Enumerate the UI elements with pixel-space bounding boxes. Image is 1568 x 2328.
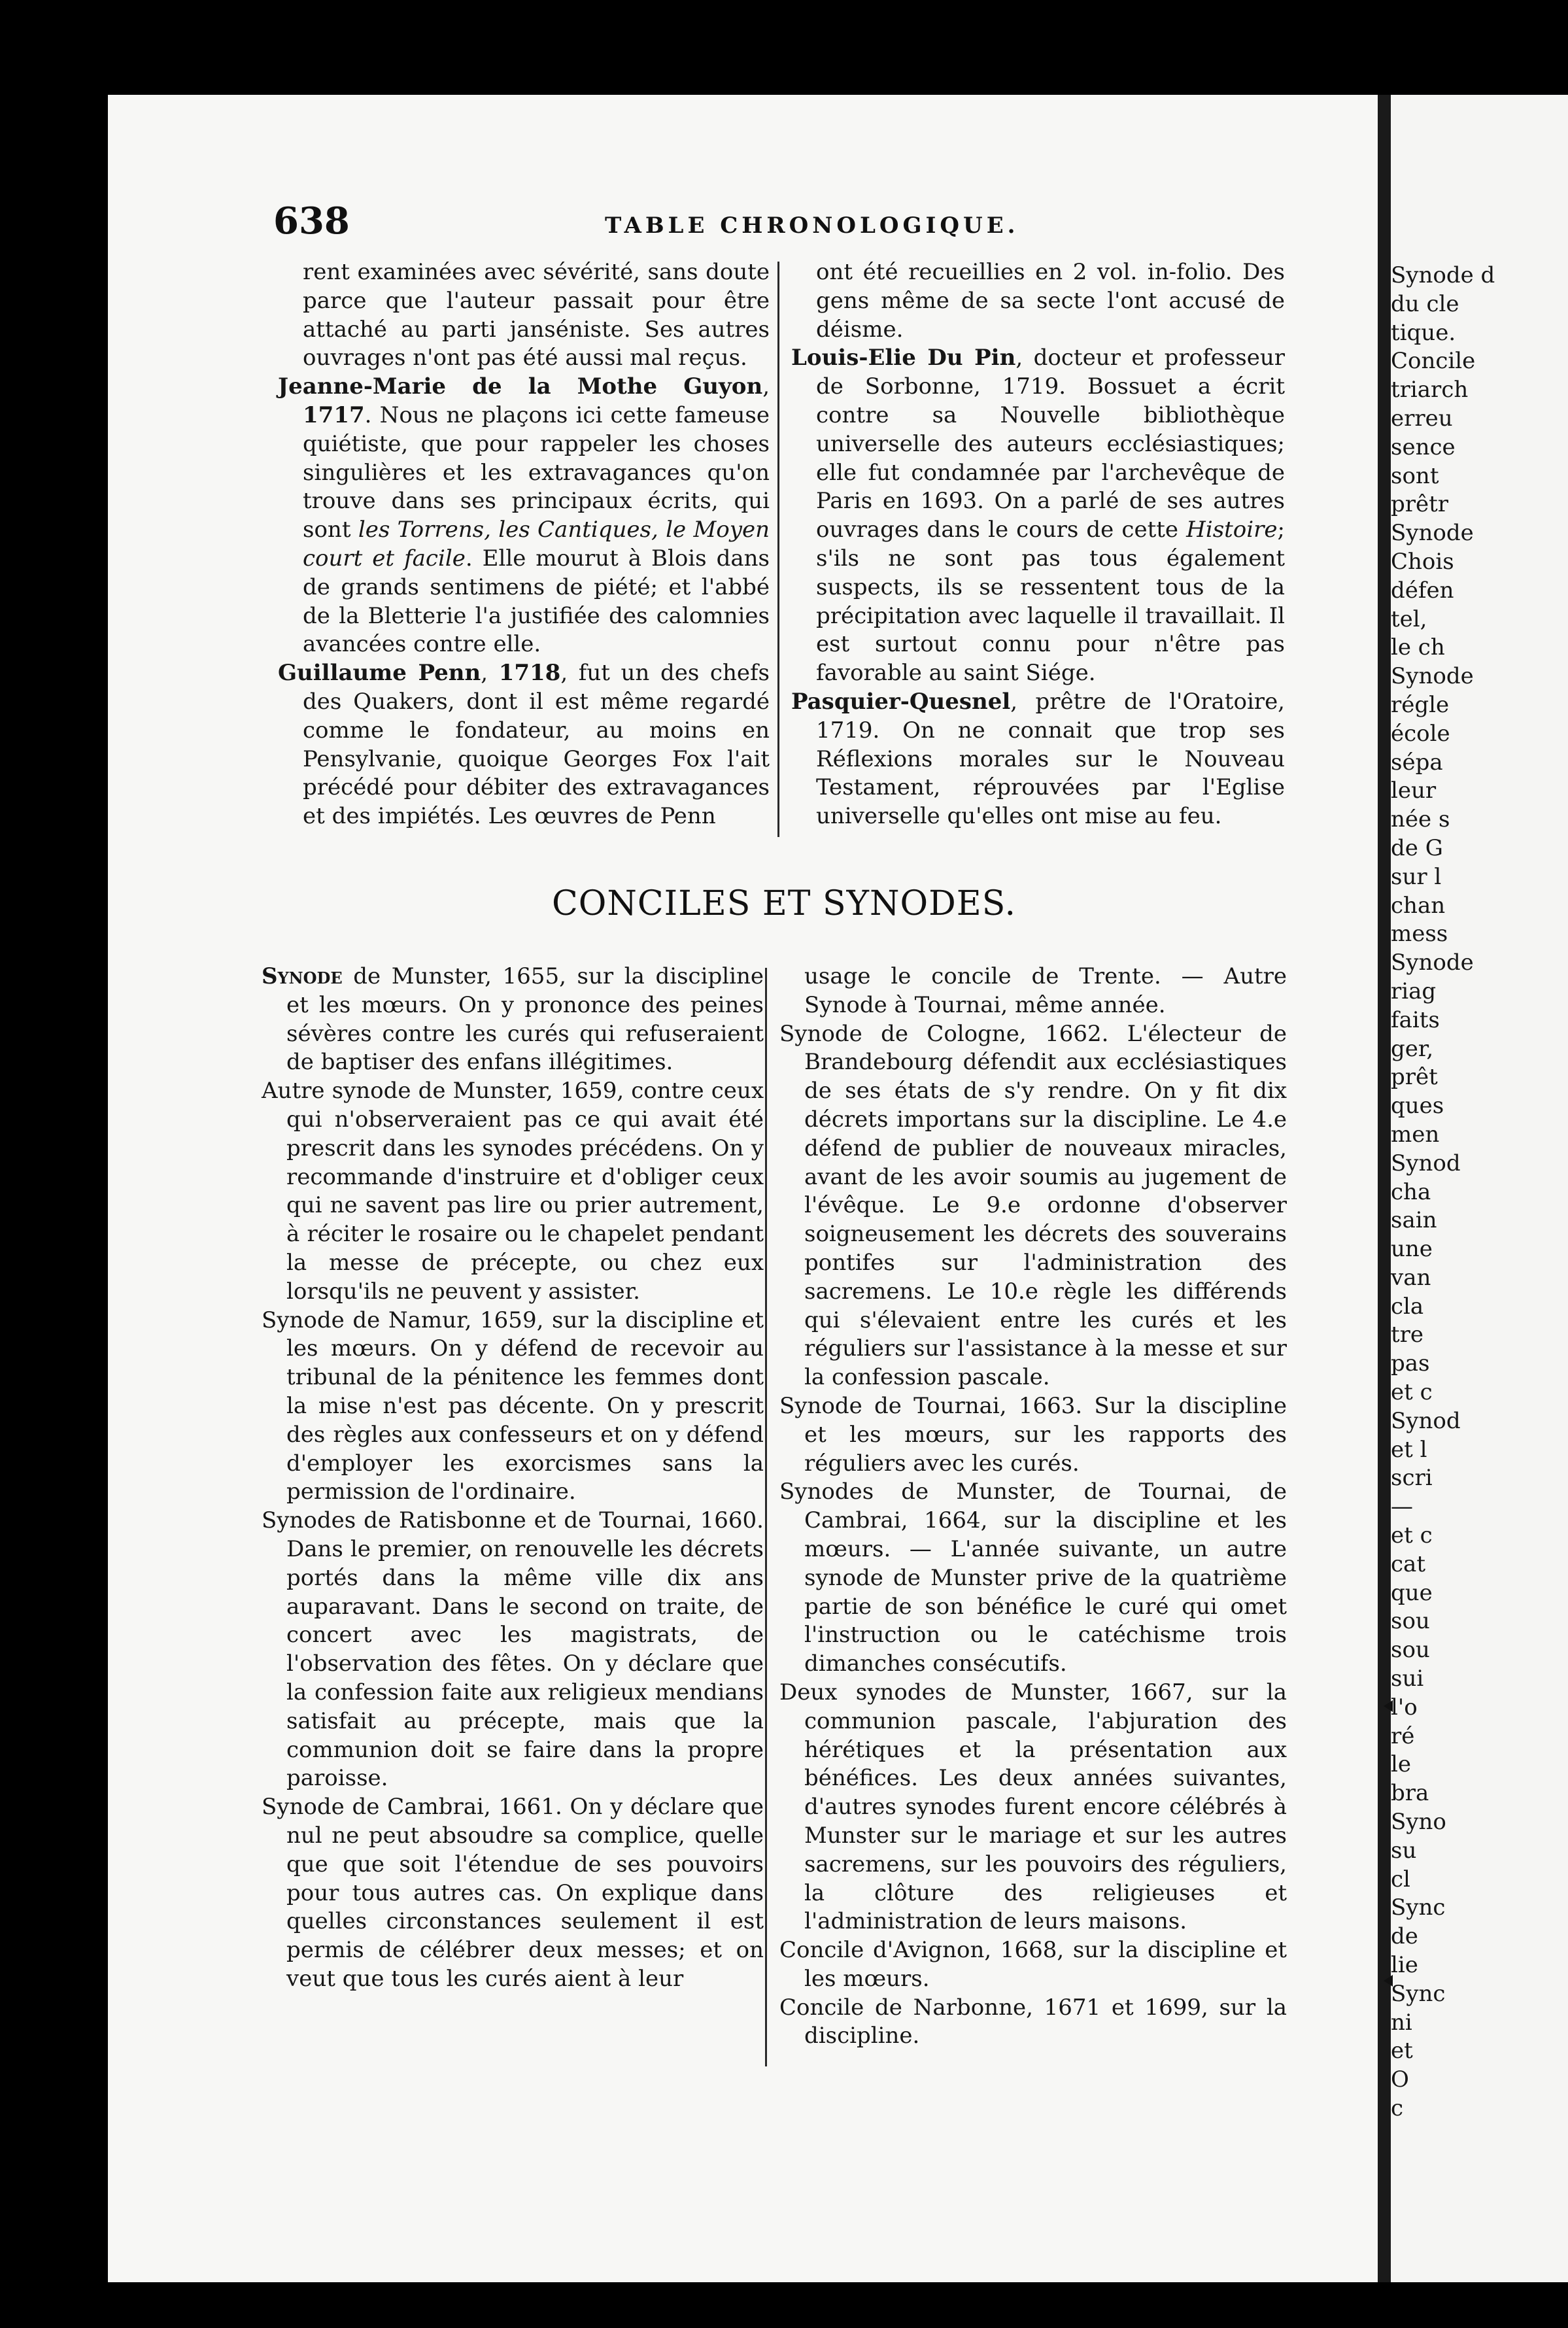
- facing-page-line: Syno: [1391, 1809, 1446, 1836]
- facing-page-line: de G: [1391, 834, 1443, 861]
- facing-page-line: faits: [1391, 1006, 1440, 1033]
- facing-page-line: l'o: [1391, 1694, 1418, 1720]
- facing-page-line: su: [1391, 1837, 1417, 1864]
- margin-arrow-icon: [1384, 1700, 1393, 1712]
- facing-page-line: chan: [1391, 892, 1446, 919]
- facing-page-line: scri: [1391, 1465, 1433, 1492]
- entry-synode-cologne: Synode de Cologne, 1662. L'électeur de Brandebourg défendit aux ecclésiastiques de ses états de s'y rendre. On y fit dix décrets importans sur la discipline. Le 4.e défend de publier de nouveaux miracles, avant de les avoir soumis au jugement de l'évêque. Le 9.e ordonne d'observer soigneusement les décrets des souverains pontifes sur l'administration des sacremens. Le 10.e règle les différends qui s'élevaient entre les curés et les réguliers sur l'assistance à la messe et sur la confession pascale.: [779, 1020, 1287, 1391]
- entry-continuation: rent examinées avec sévérité, sans doute parce que l'auteur passait pour être attaché au parti janséniste. Ses autres ouvrages n'ont pas été aussi mal reçus.: [303, 259, 770, 371]
- facing-page-line: sont: [1391, 462, 1439, 489]
- facing-page-line: du cle: [1391, 290, 1459, 317]
- facing-page-line: sépa: [1391, 749, 1443, 776]
- facing-page-line: Synode: [1391, 950, 1474, 976]
- entry-continuation: usage le concile de Trente. — Autre Synode à Tournai, même année.: [804, 963, 1287, 1018]
- facing-page-line: sur l: [1391, 863, 1442, 890]
- facing-page-line: pas: [1391, 1350, 1430, 1377]
- facing-page-line: O: [1391, 2066, 1409, 2093]
- top-column-rule: [777, 262, 779, 837]
- facing-page-line: Synod: [1391, 1150, 1461, 1176]
- facing-page-line: Synod: [1391, 1407, 1461, 1434]
- entry-du-pin: Louis-Elie Du Pin, docteur et professeur de Sorbonne, 1719. Bossuet a écrit contre sa Nouvelle bibliothèque universelle des auteurs ecclésiastiques; elle fut condamnée par l'archevêque de Paris en 1693. On a parlé de ses autres ouvrages dans le cours de cette Histoire; s'ils ne sont pas tous également suspects, ils se ressentent tous de la précipitation avec laquelle il travaillait. Il est surtout connu pour n'être pas favorable au saint Siége.: [791, 345, 1285, 687]
- bottom-left-column: [262, 963, 764, 1994]
- facing-page-line: le: [1391, 1751, 1411, 1778]
- facing-page-line: une: [1391, 1236, 1433, 1263]
- facing-page-line: ré: [1391, 1722, 1415, 1749]
- facing-page-line: prêtr: [1391, 491, 1449, 518]
- facing-page-line: men: [1391, 1121, 1440, 1148]
- facing-page-line: Synode d: [1391, 262, 1495, 288]
- facing-page-line: —: [1391, 1494, 1413, 1520]
- facing-page-line: tre: [1391, 1322, 1424, 1348]
- entry-synodes-ratisbonne: Synodes de Ratisbonne et de Tournai, 1660. Dans le premier, on renouvelle les décrets portés dans la même ville dix ans auparavant. Dans le second on traite, de concert avec les magistrats, de l'observation des fêtes. On y déclare que la confession faite aux religieux mendians satisfait au précepte, mais que la communion doit se faire dans la propre paroisse.: [262, 1507, 764, 1792]
- margin-arrow-icon: [1384, 1975, 1393, 1987]
- entry-name: Guillaume Penn: [278, 660, 481, 687]
- facing-page-line: et c: [1391, 1522, 1433, 1549]
- entry-synode-munster-1659: Autre synode de Munster, 1659, contre ceux qui n'observeraient pas ce qui avait été prescrit dans les synodes précédens. On y recommande d'instruire et d'obliger ceux qui ne savent pas lire ou prier autrement, à réciter le rosaire ou le chapelet pendant la messe de précepte, ou chez eux lorsqu'ils ne peuvent y assister.: [262, 1078, 764, 1305]
- entry-synode-cambrai: Synode de Cambrai, 1661. On y déclare que nul ne peut absoudre sa complice, quelle que que soit l'étendue de ses pouvoirs pour tous autres cas. On explique dans quelles circonstances seulement il est permis de célébrer deux messes; et on veut que tous les curés aient à leur: [262, 1794, 764, 1992]
- top-left-column: [278, 258, 770, 831]
- entry-synode-namur: Synode de Namur, 1659, sur la discipline et les mœurs. On y défend de recevoir au tribunal de la pénitence les femmes dont la mise n'est pas décente. On y prescrit des règles aux confesseurs et on y défend d'employer les exorcismes sans la permission de l'ordinaire.: [262, 1307, 764, 1505]
- facing-page-line: leur: [1391, 778, 1437, 804]
- facing-page-line: Synode: [1391, 520, 1474, 547]
- facing-page-line: tel,: [1391, 606, 1427, 632]
- facing-page-line: Synode: [1391, 663, 1474, 690]
- entry-synodes-1664: Synodes de Munster, de Tournai, de Cambrai, 1664, sur la discipline et les mœurs. — L'année suivante, un autre synode de Munster prive de la quatrième partie de son bénéfice le curé qui omet l'instruction ou le catéchisme trois dimanches consécutifs.: [779, 1479, 1287, 1677]
- entry-quesnel: Pasquier-Quesnel, prêtre de l'Oratoire, 1719. On ne connait que trop ses Réflexions morales sur le Nouveau Testament, réprouvées par l'Eglise universelle qu'elles ont mise au feu.: [791, 688, 1285, 830]
- bottom-column-rule: [765, 968, 767, 2066]
- facing-page-line: née s: [1391, 806, 1450, 833]
- facing-page-line: école: [1391, 720, 1450, 747]
- entry-name: Jeanne-Marie de la Mothe Guyon: [278, 373, 763, 400]
- facing-page-line: Sync: [1391, 1980, 1446, 2007]
- facing-page-line: mess: [1391, 921, 1448, 948]
- entry-concile-avignon: Concile d'Avignon, 1668, sur la discipline et les mœurs.: [779, 1937, 1287, 1992]
- facing-page-line: et l: [1391, 1436, 1427, 1463]
- facing-page-line: bra: [1391, 1780, 1429, 1807]
- facing-page-line: et c: [1391, 1379, 1433, 1406]
- entry-deux-synodes: Deux synodes de Munster, 1667, sur la communion pascale, l'abjuration des hérétiques et la présentation aux bénéfices. Les deux années suivantes, d'autres synodes furent encore célébrés à Munster sur le mariage et sur les autres sacremens, sur les pouvoirs des réguliers, la clôture des religieuses et l'administration de leurs maisons.: [779, 1679, 1287, 1935]
- book-gutter: [1378, 95, 1391, 2282]
- facing-page-line: sain: [1391, 1207, 1437, 1234]
- entry-penn: Guillaume Penn, 1718, fut un des chefs des Quakers, dont il est même regardé comme le fondateur, au moins en Pensylvanie, quoique Georges Fox l'ait précédé pour débiter des extravagances et des impiétés. Les œuvres de Penn: [278, 660, 770, 830]
- facing-page-line: sou: [1391, 1608, 1430, 1635]
- entry-name: Pasquier-Quesnel: [791, 688, 1011, 715]
- entry-name: Louis-Elie Du Pin: [791, 345, 1016, 371]
- entry-guyon: Jeanne-Marie de la Mothe Guyon, 1717. Nous ne plaçons ici cette fameuse quiétiste, que pour rappeler les choses singulières et les extravagances qu'on trouve dans ses principaux écrits, qui sont les Torrens, les Cantiques, le Moyen court et facile. Elle mourut à Blois dans de grands sentimens de piété; et l'abbé de la Bletterie l'a justifiée des calomnies avancées contre elle.: [278, 373, 770, 658]
- facing-page-line: triarch: [1391, 377, 1469, 403]
- facing-page-line: lie: [1391, 1952, 1418, 1979]
- facing-page-line: Sync: [1391, 1894, 1446, 1921]
- facing-page-line: ger,: [1391, 1035, 1434, 1062]
- entry-continuation: ont été recueillies en 2 vol. in-folio. Des gens même de sa secte l'ont accusé de déisme.: [816, 259, 1285, 343]
- entry-concile-narbonne: Concile de Narbonne, 1671 et 1699, sur la discipline.: [779, 1994, 1287, 2049]
- facing-page-line: défen: [1391, 577, 1454, 604]
- section-title: CONCILES ET SYNODES.: [551, 884, 1017, 923]
- facing-page-line: ques: [1391, 1093, 1444, 1120]
- facing-page-line: que: [1391, 1579, 1433, 1606]
- running-title: TABLE CHRONOLOGIQUE.: [605, 213, 1019, 239]
- facing-page-line: van: [1391, 1264, 1431, 1291]
- facing-page-line: et: [1391, 2038, 1413, 2064]
- facing-page-line: cla: [1391, 1293, 1424, 1320]
- scan-border: [0, 2282, 1568, 2328]
- facing-page-line: Concile: [1391, 348, 1476, 375]
- facing-page-line: cat: [1391, 1550, 1425, 1577]
- bottom-right-column: [779, 963, 1287, 2051]
- facing-page-text: [1391, 262, 1568, 2123]
- page-number: 638: [273, 199, 350, 243]
- facing-page-line: erreu: [1391, 405, 1453, 432]
- facing-page-line: régle: [1391, 691, 1450, 718]
- facing-page-line: riag: [1391, 978, 1437, 1004]
- top-right-column: [791, 258, 1285, 831]
- facing-page-line: tique.: [1391, 319, 1456, 346]
- facing-page-line: sence: [1391, 434, 1456, 460]
- facing-page-line: Chois: [1391, 548, 1454, 575]
- facing-page-line: sou: [1391, 1637, 1430, 1664]
- facing-page-line: le ch: [1391, 634, 1445, 661]
- facing-page-line: cl: [1391, 1866, 1410, 1892]
- facing-page-line: ni: [1391, 2009, 1412, 2036]
- facing-page-line: sui: [1391, 1666, 1424, 1692]
- entry-synode-munster-1655: Synode de Munster, 1655, sur la discipline et les mœurs. On y prononce des peines sévères contre les curés qui refuseraient de baptiser des enfans illégitimes.: [262, 963, 764, 1076]
- facing-page-line: cha: [1391, 1178, 1431, 1205]
- facing-page-line: de: [1391, 1923, 1418, 1950]
- entry-synode-tournai: Synode de Tournai, 1663. Sur la discipline et les mœurs, sur les rapports des réguliers avec les curés.: [779, 1392, 1287, 1477]
- facing-page-line: c: [1391, 2095, 1404, 2121]
- facing-page-line: prêt: [1391, 1064, 1438, 1091]
